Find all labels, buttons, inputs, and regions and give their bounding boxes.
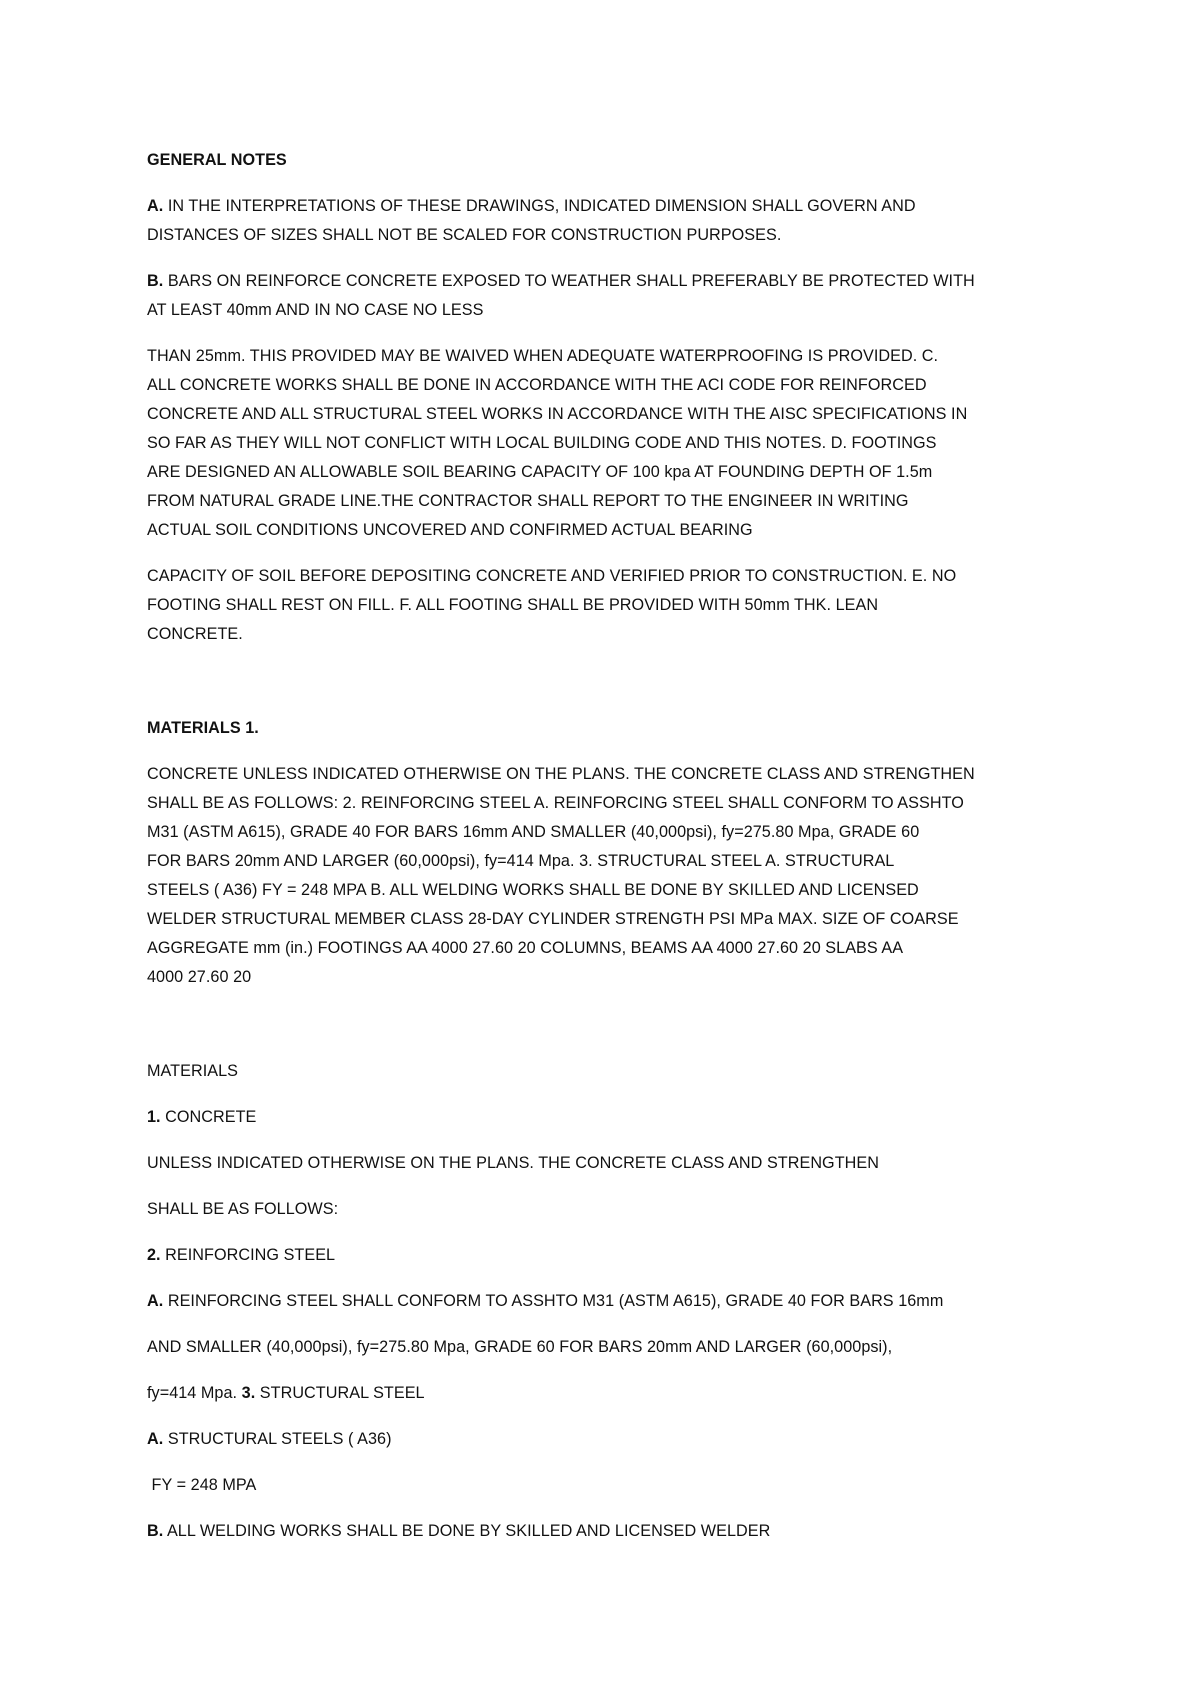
paragraph-line: ALL CONCRETE WORKS SHALL BE DONE IN ACCORDANCE WITH THE ACI CODE FOR REINFORCED: [147, 376, 927, 394]
reinforcing-a-line-2: AND SMALLER (40,000psi), fy=275.80 Mpa, GRADE 60 FOR BARS 20mm AND LARGER (60,000psi),: [147, 1338, 893, 1356]
materials-list-heading: MATERIALS: [147, 1062, 238, 1080]
reinforcing-a-line-3-pre: fy=414 Mpa.: [147, 1384, 242, 1402]
paragraph-line: ACTUAL SOIL CONDITIONS UNCOVERED AND CONFIRMED ACTUAL BEARING: [147, 521, 753, 539]
paragraph-line: ARE DESIGNED AN ALLOWABLE SOIL BEARING CAPACITY OF 100 kpa AT FOUNDING DEPTH OF 1.5m: [147, 463, 933, 481]
note-a-text: IN THE INTERPRETATIONS OF THESE DRAWINGS, INDICATED DIMENSION SHALL GOVERN AND: [163, 197, 916, 215]
materials-block-line: CONCRETE UNLESS INDICATED OTHERWISE ON THE PLANS. THE CONCRETE CLASS AND STRENGTHEN: [147, 765, 975, 783]
concrete-line-1: UNLESS INDICATED OTHERWISE ON THE PLANS. THE CONCRETE CLASS AND STRENGTHEN: [147, 1154, 879, 1172]
paragraph-line: CONCRETE.: [147, 625, 243, 643]
paragraph-line: CAPACITY OF SOIL BEFORE DEPOSITING CONCRETE AND VERIFIED PRIOR TO CONSTRUCTION. E. NO: [147, 567, 957, 585]
structural-number: 3.: [241, 1384, 256, 1402]
paragraph-line: FROM NATURAL GRADE LINE.THE CONTRACTOR SHALL REPORT TO THE ENGINEER IN WRITING: [147, 492, 909, 510]
paragraph-line: CONCRETE AND ALL STRUCTURAL STEEL WORKS IN ACCORDANCE WITH THE AISC SPECIFICATIONS IN: [147, 405, 968, 423]
note-a-label: A.: [147, 197, 164, 215]
materials-block-line: FOR BARS 20mm AND LARGER (60,000psi), fy=414 Mpa. 3. STRUCTURAL STEEL A. STRUCTURAL: [147, 852, 895, 870]
materials-block-line: M31 (ASTM A615), GRADE 40 FOR BARS 16mm AND SMALLER (40,000psi), fy=275.80 Mpa, GRADE 60: [147, 823, 920, 841]
materials-block-line: AGGREGATE mm (in.) FOOTINGS AA 4000 27.60 20 COLUMNS, BEAMS AA 4000 27.60 20 SLABS AA: [147, 939, 904, 957]
structural-fy-line: FY = 248 MPA: [147, 1476, 257, 1494]
concrete-number: 1.: [147, 1108, 161, 1126]
materials-block-line: SHALL BE AS FOLLOWS: 2. REINFORCING STEEL A. REINFORCING STEEL SHALL CONFORM TO ASSHTO: [147, 794, 964, 812]
reinforcing-a-label: A.: [147, 1292, 164, 1310]
structural-b-text: ALL WELDING WORKS SHALL BE DONE BY SKILLED AND LICENSED WELDER: [163, 1522, 771, 1540]
structural-a-text: STRUCTURAL STEELS ( A36): [163, 1430, 392, 1448]
reinforcing-title-text: REINFORCING STEEL: [160, 1246, 336, 1264]
materials-block-line: STEELS ( A36) FY = 248 MPA B. ALL WELDING WORKS SHALL BE DONE BY SKILLED AND LICENSED: [147, 881, 919, 899]
note-b-label: B.: [147, 272, 164, 290]
reinforcing-a-text: REINFORCING STEEL SHALL CONFORM TO ASSHTO M31 (ASTM A615), GRADE 40 FOR BARS 16mm: [163, 1292, 944, 1310]
general-notes-heading: GENERAL NOTES: [147, 151, 287, 169]
structural-a-label: A.: [147, 1430, 164, 1448]
note-a-line-2: DISTANCES OF SIZES SHALL NOT BE SCALED FOR CONSTRUCTION PURPOSES.: [147, 226, 782, 244]
materials-block-heading: MATERIALS 1.: [147, 719, 259, 737]
structural-b-line: [147, 1521, 770, 1541]
paragraph-line: THAN 25mm. THIS PROVIDED MAY BE WAIVED WHEN ADEQUATE WATERPROOFING IS PROVIDED. C.: [147, 347, 939, 365]
note-b-line-1: [147, 271, 975, 291]
reinforcing-a-line-3: [147, 1383, 425, 1403]
materials-block-line: WELDER STRUCTURAL MEMBER CLASS 28-DAY CYLINDER STRENGTH PSI MPa MAX. SIZE OF COARSE: [147, 910, 959, 928]
reinforcing-number: 2.: [147, 1246, 161, 1264]
structural-title-text: STRUCTURAL STEEL: [255, 1384, 425, 1402]
structural-a-line: [147, 1429, 392, 1449]
note-b-text: BARS ON REINFORCE CONCRETE EXPOSED TO WEATHER SHALL PREFERABLY BE PROTECTED WITH: [163, 272, 975, 290]
structural-b-label: B.: [147, 1522, 164, 1540]
reinforcing-title: [147, 1245, 335, 1265]
reinforcing-a-line-1: [147, 1291, 943, 1311]
concrete-line-2: SHALL BE AS FOLLOWS:: [147, 1200, 339, 1218]
materials-block-line: 4000 27.60 20: [147, 968, 252, 986]
concrete-title-text: CONCRETE: [160, 1108, 257, 1126]
paragraph-line: FOOTING SHALL REST ON FILL. F. ALL FOOTING SHALL BE PROVIDED WITH 50mm THK. LEAN: [147, 596, 879, 614]
paragraph-line: SO FAR AS THEY WILL NOT CONFLICT WITH LOCAL BUILDING CODE AND THIS NOTES. D. FOOTINGS: [147, 434, 937, 452]
note-a-line-1: [147, 196, 916, 216]
concrete-title: [147, 1107, 256, 1127]
note-b-line-2: AT LEAST 40mm AND IN NO CASE NO LESS: [147, 301, 484, 319]
